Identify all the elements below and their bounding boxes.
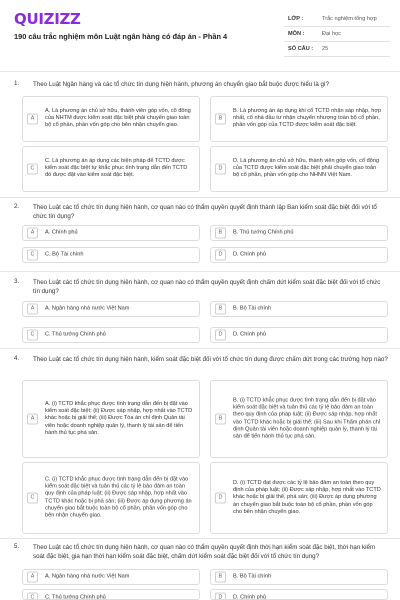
option-text: D. Chính phủ: [233, 251, 266, 258]
meta-row-count: [284, 43, 390, 57]
option-letter: B: [215, 414, 226, 425]
question-text: Theo Luật các tổ chức tín dụng hiện hành, kiểm soát đặc biệt đối với tổ chức tín dụng được chấm dứt trong các trường hợp nào?: [33, 356, 388, 363]
answer-option-b[interactable]: [210, 96, 388, 142]
option-text: D. (i) TCTD đạt được các tỷ lệ bảo đảm an toàn theo quy định của pháp luật; (ii) Được sáp nhập, hợp nhất vào TCTD khác hoặc bị giải thể, phá sản; (iii) Được áp dụng phương án chuyển giao bắt buộc toàn bộ cổ phần, phần vốn góp cho bên nhận chuyển giao.: [233, 479, 381, 515]
page-title: 190 câu trắc nghiệm môn Luật ngân hàng có đáp án - Phần 4: [14, 32, 228, 41]
option-letter: D: [215, 250, 226, 261]
option-letter: A: [27, 114, 38, 125]
question-number: 2.: [14, 203, 20, 210]
option-letter: A: [27, 228, 38, 239]
meta-row-subject: [284, 28, 390, 42]
option-letter: D: [215, 164, 226, 175]
answer-option-c[interactable]: [22, 589, 200, 600]
meta-value: Trắc nghiệm tổng hợp: [322, 16, 377, 22]
option-letter: D: [215, 593, 226, 600]
option-text: B. Thủ tướng Chính phủ: [233, 229, 294, 236]
option-text: D. Là phương án chủ sở hữu, thành viên góp vốn, cổ đông của TCTD được kiểm soát đặc biệt phải chuyển giao toàn bộ cổ phần, phần vốn góp cho NHNN Việt Nam.: [233, 158, 380, 179]
question-number: 1.: [14, 80, 20, 87]
question-text: Theo Luật các tổ chức tín dụng hiện hành, cơ quan nào có thẩm quyền quyết định thành lập Ban kiểm soát đặc biệt đối với tổ chức tín dụng?: [33, 204, 377, 220]
answer-option-c[interactable]: [22, 327, 200, 343]
option-letter: B: [215, 572, 226, 583]
option-text: A. Ngân hàng nhà nước Việt Nam: [45, 573, 130, 580]
option-text: A. Ngân hàng nhà nước Việt Nam: [45, 305, 130, 312]
option-letter: B: [215, 304, 226, 315]
answer-option-b[interactable]: [210, 569, 388, 585]
option-text: B. (i) TCTD khắc phục được tình trạng dẫn đến bị đặt vào kiểm soát đặc biệt và tuân thủ các tỷ lệ bảo đảm an toàn theo quy định của pháp luật; (ii) Được sáp nhập, hợp nhất vào TCTD khác hoặc bị giải thể; (iii) Sau khi Thẩm phán chỉ định Quản tài viên hoặc doanh nghiệp quản lý, thanh lý tài sản để tiến hành thủ tục phá sản.: [233, 397, 381, 440]
answer-option-d[interactable]: [210, 247, 388, 263]
option-text: B. Bộ Tài chính: [233, 573, 272, 580]
option-text: A. Chính phủ: [45, 229, 78, 236]
answer-option-b[interactable]: [210, 380, 388, 458]
question-number: 4.: [14, 355, 20, 362]
option-text: B. Là phương án áp dụng khi cổ TCTD nhận sáp nhập, hợp nhất, cổ nhà đầu tư nhận chuyển nhượng toàn bộ cổ phần, phần vốn góp của TCTD được kiểm soát đặc biệt.: [233, 108, 382, 129]
meta-value: 25: [322, 46, 329, 52]
answer-option-d[interactable]: [210, 589, 388, 600]
option-text: C. (i) TCTD khắc phục được tình trạng dẫn đến bị đặt vào kiểm soát đặc biệt và tuân thủ các tỷ lệ bảo đảm an toàn quy định của pháp luật; (ii) Được sáp nhập, hợp nhất vào TCTD khác hoặc bị phá sản; (iii) Được áp dụng phương án chuyển giao bắt buộc toàn bộ cổ phần, phần vốn góp cho bên nhận chuyển giao.: [45, 476, 192, 519]
answer-option-d[interactable]: [210, 146, 388, 192]
option-text: C. Là phương án áp dụng các biện pháp để TCTD được kiểm soát đặc biệt tự khắc phục tình trạng dẫn đến TCTD đó được đặt vào kiểm soát đặc biệt.: [45, 158, 188, 179]
question-text: Theo Luật Ngân hàng và các tổ chức tín dụng hiện hành, phương án chuyển giao bắt buộc được hiểu là gì?: [33, 81, 330, 88]
question-text: Theo Luật các tổ chức tín dụng hiện hành, cơ quan nào có thẩm quyền quyết định thời hạn kiểm soát đặc biệt, thời hạn kiểm soát đặc biệt, gia hạn thời hạn kiểm soát đặc biệt, chấm dứt kiểm soát đặc biệt đối với tổ chức tín dụng?: [33, 544, 376, 560]
option-text: A. (i) TCTD khắc phục được tình trạng dẫn đến bị đặt vào kiểm soát đặc biệt; (ii) Được sáp nhập, hợp nhất vào TCTD khác hoặc bị giải thể; (iii) Được Tòa án chỉ định Quản tài viên hoặc doanh nghiệp quản lý, thanh lý tài sản để tiến hành thủ tục phá sản.: [45, 400, 193, 436]
option-letter: D: [215, 493, 226, 504]
option-letter: C: [27, 593, 38, 600]
answer-option-a[interactable]: [22, 301, 200, 317]
answer-option-c[interactable]: [22, 462, 200, 534]
answer-option-a[interactable]: [22, 380, 200, 458]
answer-option-a[interactable]: [22, 225, 200, 241]
answer-option-b[interactable]: [210, 301, 388, 317]
option-letter: C: [27, 493, 38, 504]
divider: [0, 197, 400, 198]
option-letter: A: [27, 304, 38, 315]
quizizz-logo: QUIZIZZ: [14, 10, 81, 28]
divider: [0, 538, 400, 539]
option-text: A. Là phương án chủ sở hữu, thành viên góp vốn, cổ đông của NHTM được kiểm soát đặc biệt phải chuyển giao toàn bộ cổ phần, phần vốn góp cho bên nhận chuyển giao.: [45, 108, 191, 129]
option-text: D. Chính phủ: [233, 331, 266, 338]
option-letter: D: [215, 330, 226, 341]
option-text: C. Thủ tướng Chính phủ: [45, 331, 106, 338]
option-letter: A: [27, 414, 38, 425]
worksheet-header: [0, 0, 400, 62]
answer-option-c[interactable]: [22, 146, 200, 192]
option-letter: C: [27, 164, 38, 175]
question-text: Theo Luật các tổ chức tín dụng hiện hành, cơ quan nào có thẩm quyền quyết định chấm dứt kiểm soát đặc biệt đối với tổ chức tín dụng?: [33, 279, 381, 295]
option-letter: B: [215, 228, 226, 239]
option-text: C. Thủ tướng Chính phủ: [45, 594, 106, 600]
meta-value: Đại học: [322, 31, 341, 37]
question-number: 5.: [14, 543, 20, 550]
answer-option-a[interactable]: [22, 96, 200, 142]
divider: [0, 271, 400, 272]
meta-label: LỚP :: [288, 16, 304, 22]
answer-option-d[interactable]: [210, 327, 388, 343]
divider: [0, 71, 400, 72]
option-letter: C: [27, 330, 38, 341]
answer-option-b[interactable]: [210, 225, 388, 241]
option-text: D. Chính phủ: [233, 594, 266, 600]
option-letter: B: [215, 114, 226, 125]
meta-label: SỐ CÂU :: [288, 46, 314, 52]
question-number: 3.: [14, 278, 20, 285]
answer-option-d[interactable]: [210, 462, 388, 534]
option-text: C. Bộ Tài chính: [45, 251, 84, 258]
divider: [0, 348, 400, 349]
option-letter: C: [27, 250, 38, 261]
option-text: B. Bộ Tài chính: [233, 305, 272, 312]
meta-row-class: [284, 13, 390, 27]
meta-label: MÔN :: [288, 31, 305, 37]
answer-option-a[interactable]: [22, 569, 200, 585]
option-letter: A: [27, 572, 38, 583]
answer-option-c[interactable]: [22, 247, 200, 263]
